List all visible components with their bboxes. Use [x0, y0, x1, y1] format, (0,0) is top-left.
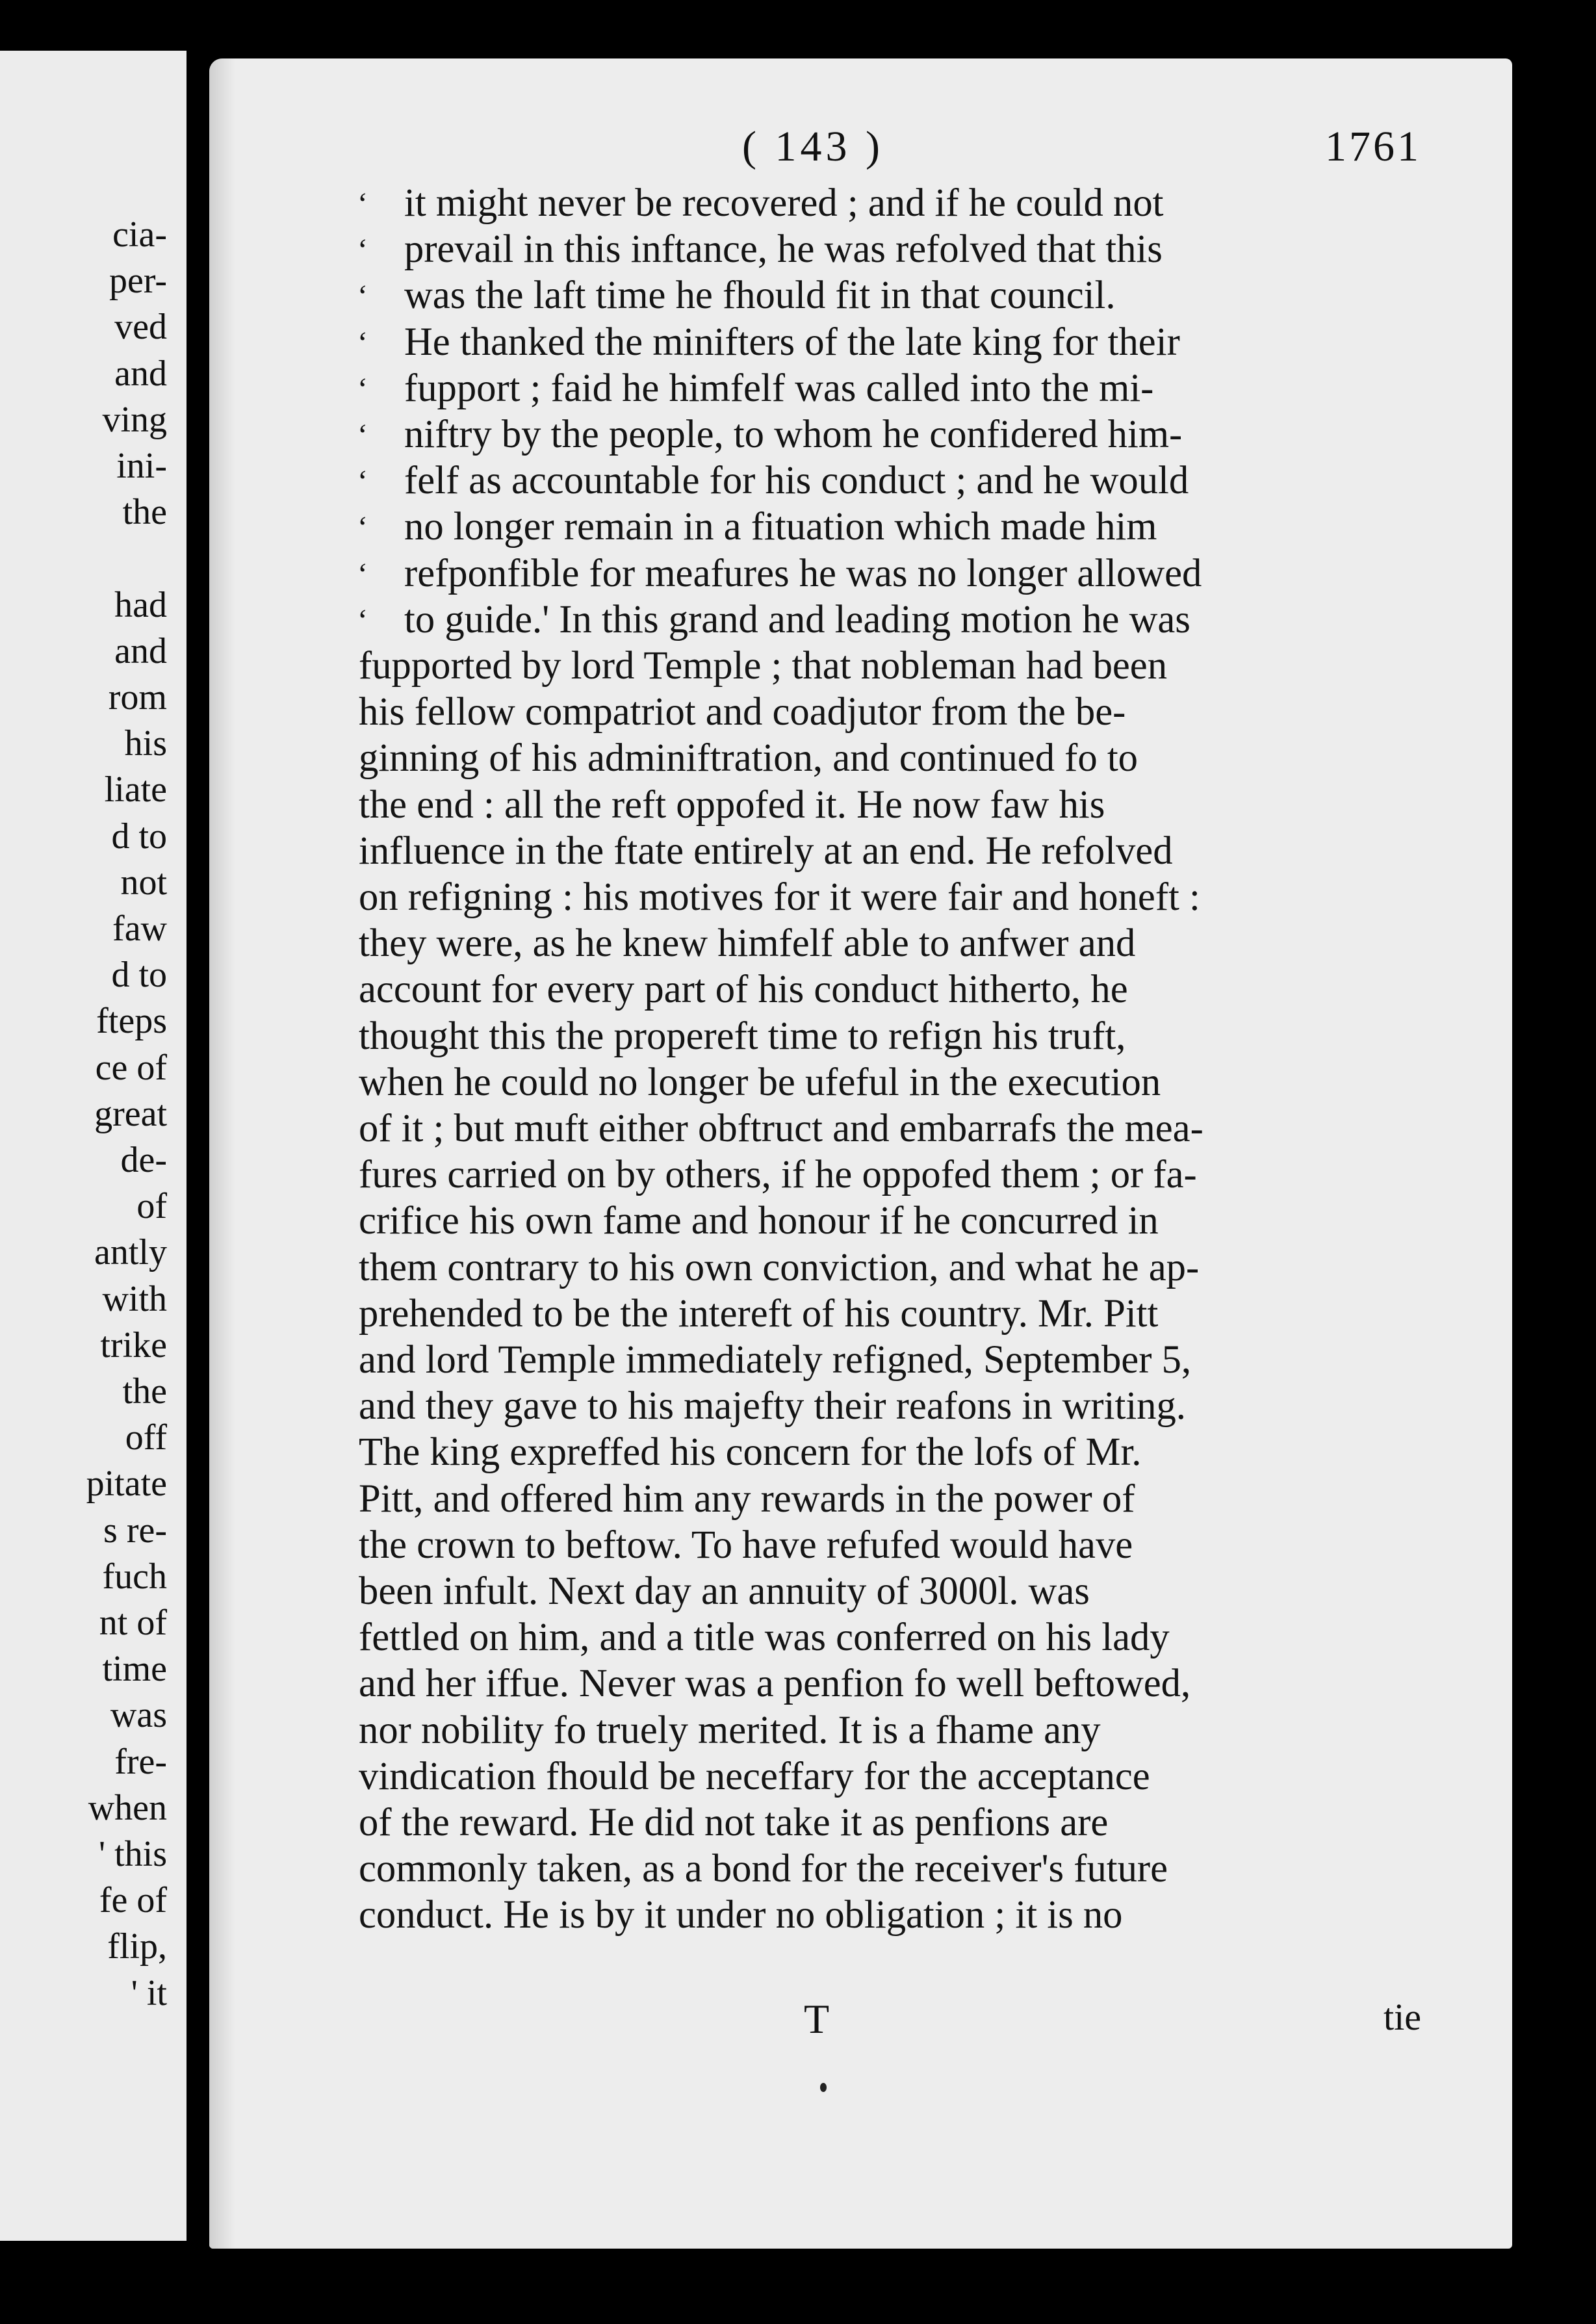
- quote-mark: ‘: [357, 556, 368, 591]
- text-line: and lord Temple immediately refigned, September 5,: [359, 1338, 1192, 1382]
- text-line: of the reward. He did not take it as penfions are: [359, 1801, 1109, 1844]
- quote-mark: ‘: [357, 464, 368, 499]
- quote-mark: ‘: [357, 371, 368, 406]
- text-line: nor nobility fo truely merited. It is a fhame any: [359, 1708, 1101, 1752]
- quote-mark: ‘: [357, 279, 368, 314]
- left-page-text-fragment: and: [114, 630, 167, 671]
- text-line: it might never be recovered ; and if he could not: [404, 181, 1164, 225]
- text-line: fures carried on by others, if he oppofed them ; or fa-: [359, 1153, 1197, 1197]
- quote-mark: ‘: [357, 510, 368, 545]
- page-footer: [209, 1995, 1512, 2047]
- text-line: The king expreffed his concern for the lofs of Mr.: [359, 1430, 1142, 1475]
- left-page-text-fragment: trike: [100, 1324, 167, 1365]
- text-line: the end : all the reft oppofed it. He now faw his: [359, 782, 1105, 827]
- text-line: conduct. He is by it under no obligation ; it is no: [359, 1893, 1123, 1937]
- left-page-text-fragment: his: [124, 723, 167, 764]
- quote-mark: ‘: [357, 187, 368, 221]
- left-page-text-fragment: liate: [104, 769, 167, 810]
- text-line: his fellow compatriot and coadjutor from the be-: [359, 690, 1126, 734]
- text-line: prevail in this inftance, he was refolved that this: [404, 227, 1163, 272]
- left-page-text-fragment: pitate: [86, 1464, 167, 1504]
- text-line: fettled on him, and a title was conferred on his lady: [359, 1616, 1170, 1660]
- left-page-text-fragment: off: [125, 1417, 167, 1458]
- text-line: crifice his own fame and honour if he concurred in: [359, 1199, 1159, 1243]
- text-line: no longer remain in a fituation which made him: [404, 505, 1157, 549]
- page-number: ( 143 ): [742, 123, 884, 170]
- text-line: influence in the ftate entirely at an end. He refolved: [359, 829, 1173, 873]
- left-page-text-fragment: was: [110, 1695, 167, 1736]
- left-page-text-fragment: with: [102, 1278, 167, 1319]
- left-page-fragment: [0, 51, 187, 2241]
- quote-mark: ‘: [357, 325, 368, 360]
- left-page-text-fragment: time: [102, 1649, 167, 1690]
- signature-mark: T: [804, 1996, 830, 2042]
- left-page-text-fragment: when: [88, 1787, 167, 1828]
- left-page-text-fragment: faw: [112, 909, 167, 949]
- left-page-text-fragment: fe of: [99, 1880, 167, 1921]
- left-page-text-fragment: great: [94, 1093, 167, 1134]
- left-page-text-fragment: per-: [109, 261, 167, 302]
- text-line: was the laft time he fhould fit in that council.: [404, 274, 1116, 318]
- left-page-text-fragment: not: [120, 862, 167, 903]
- left-page-text-fragment: fuch: [102, 1556, 167, 1597]
- left-page-text-fragment: ved: [114, 307, 167, 348]
- text-line: of it ; but muft either obftruct and embarrafs the mea-: [359, 1107, 1203, 1150]
- left-page-text-fragment: ' this: [99, 1834, 167, 1874]
- left-page-text-fragment: of: [136, 1186, 167, 1227]
- left-page-text-fragment: ' it: [131, 1972, 167, 2013]
- text-line: account for every part of his conduct hitherto, he: [359, 968, 1128, 1012]
- left-page-text-fragment: de-: [120, 1140, 167, 1180]
- left-page-text-fragment: flip,: [107, 1926, 167, 1967]
- text-line: the crown to beftow. To have refufed would have: [359, 1523, 1133, 1567]
- left-page-text-fragment: ini-: [116, 446, 167, 486]
- running-header: [209, 122, 1512, 174]
- left-page-text-fragment: fteps: [96, 1001, 167, 1042]
- text-line: refponfible for meafures he was no longer allowed: [404, 551, 1202, 595]
- left-page-text-fragment: d to: [111, 955, 167, 996]
- text-line: felf as accountable for his conduct ; and he would: [404, 459, 1189, 503]
- text-line: to guide.' In this grand and leading motion he was: [404, 597, 1191, 641]
- left-page-text-fragment: fre-: [114, 1741, 167, 1782]
- left-page-text-fragment: rom: [108, 677, 167, 717]
- left-page-text-fragment: ving: [102, 399, 167, 440]
- quote-mark: ‘: [357, 418, 368, 452]
- quote-mark: ‘: [357, 602, 368, 638]
- left-page-text-fragment: s re-: [103, 1510, 167, 1551]
- text-line: on refigning : his motives for it were fair and honeft :: [359, 875, 1200, 919]
- left-page-text-fragment: the: [122, 492, 167, 533]
- left-page-text-fragment: antly: [94, 1232, 167, 1273]
- left-page-text-fragment: had: [114, 584, 167, 625]
- text-line: when he could no longer be ufeful in the execution: [359, 1060, 1161, 1104]
- text-line: and her iffue. Never was a penfion fo well beftowed,: [359, 1662, 1191, 1706]
- text-line: fupport ; faid he himfelf was called into the mi-: [404, 366, 1154, 410]
- text-line: them contrary to his own conviction, and what he ap-: [359, 1245, 1200, 1289]
- text-line: vindication fhould be neceffary for the acceptance: [359, 1754, 1150, 1798]
- text-line: ginning of his adminiftration, and continued fo to: [359, 736, 1139, 781]
- gutter-shadow: [209, 58, 235, 2249]
- left-page-text-fragment: the: [122, 1371, 167, 1412]
- text-line: they were, as he knew himfelf able to anfwer and: [359, 922, 1136, 966]
- left-page-text-fragment: d to: [111, 816, 167, 857]
- left-page-text-fragment: and: [114, 353, 167, 394]
- quote-mark: ‘: [357, 233, 368, 268]
- text-line: He thanked the minifters of the late king for their: [404, 320, 1180, 364]
- left-page-text-fragment: nt of: [99, 1603, 167, 1643]
- ink-speck: [820, 2083, 827, 2092]
- left-page-text-fragment: ce of: [95, 1047, 167, 1088]
- left-page-text-fragment: cia-: [112, 214, 167, 255]
- text-line: fupported by lord Temple ; that nobleman had been: [359, 644, 1168, 688]
- text-line: niftry by the people, to whom he confidered him-: [404, 413, 1183, 456]
- text-line: and they gave to his majefty their reafons in writing.: [359, 1384, 1186, 1428]
- text-line: thought this the propereft time to refign his truft,: [359, 1014, 1126, 1058]
- right-page: [209, 58, 1512, 2249]
- text-line: commonly taken, as a bond for the receiver's future: [359, 1847, 1168, 1891]
- catchword: tie: [1384, 1996, 1421, 2038]
- running-year: 1761: [1325, 123, 1421, 170]
- text-line: Pitt, and offered him any rewards in the power of: [359, 1477, 1135, 1521]
- text-line: been infult. Next day an annuity of 3000l. was: [359, 1569, 1090, 1613]
- text-line: prehended to be the intereft of his country. Mr. Pitt: [359, 1291, 1159, 1336]
